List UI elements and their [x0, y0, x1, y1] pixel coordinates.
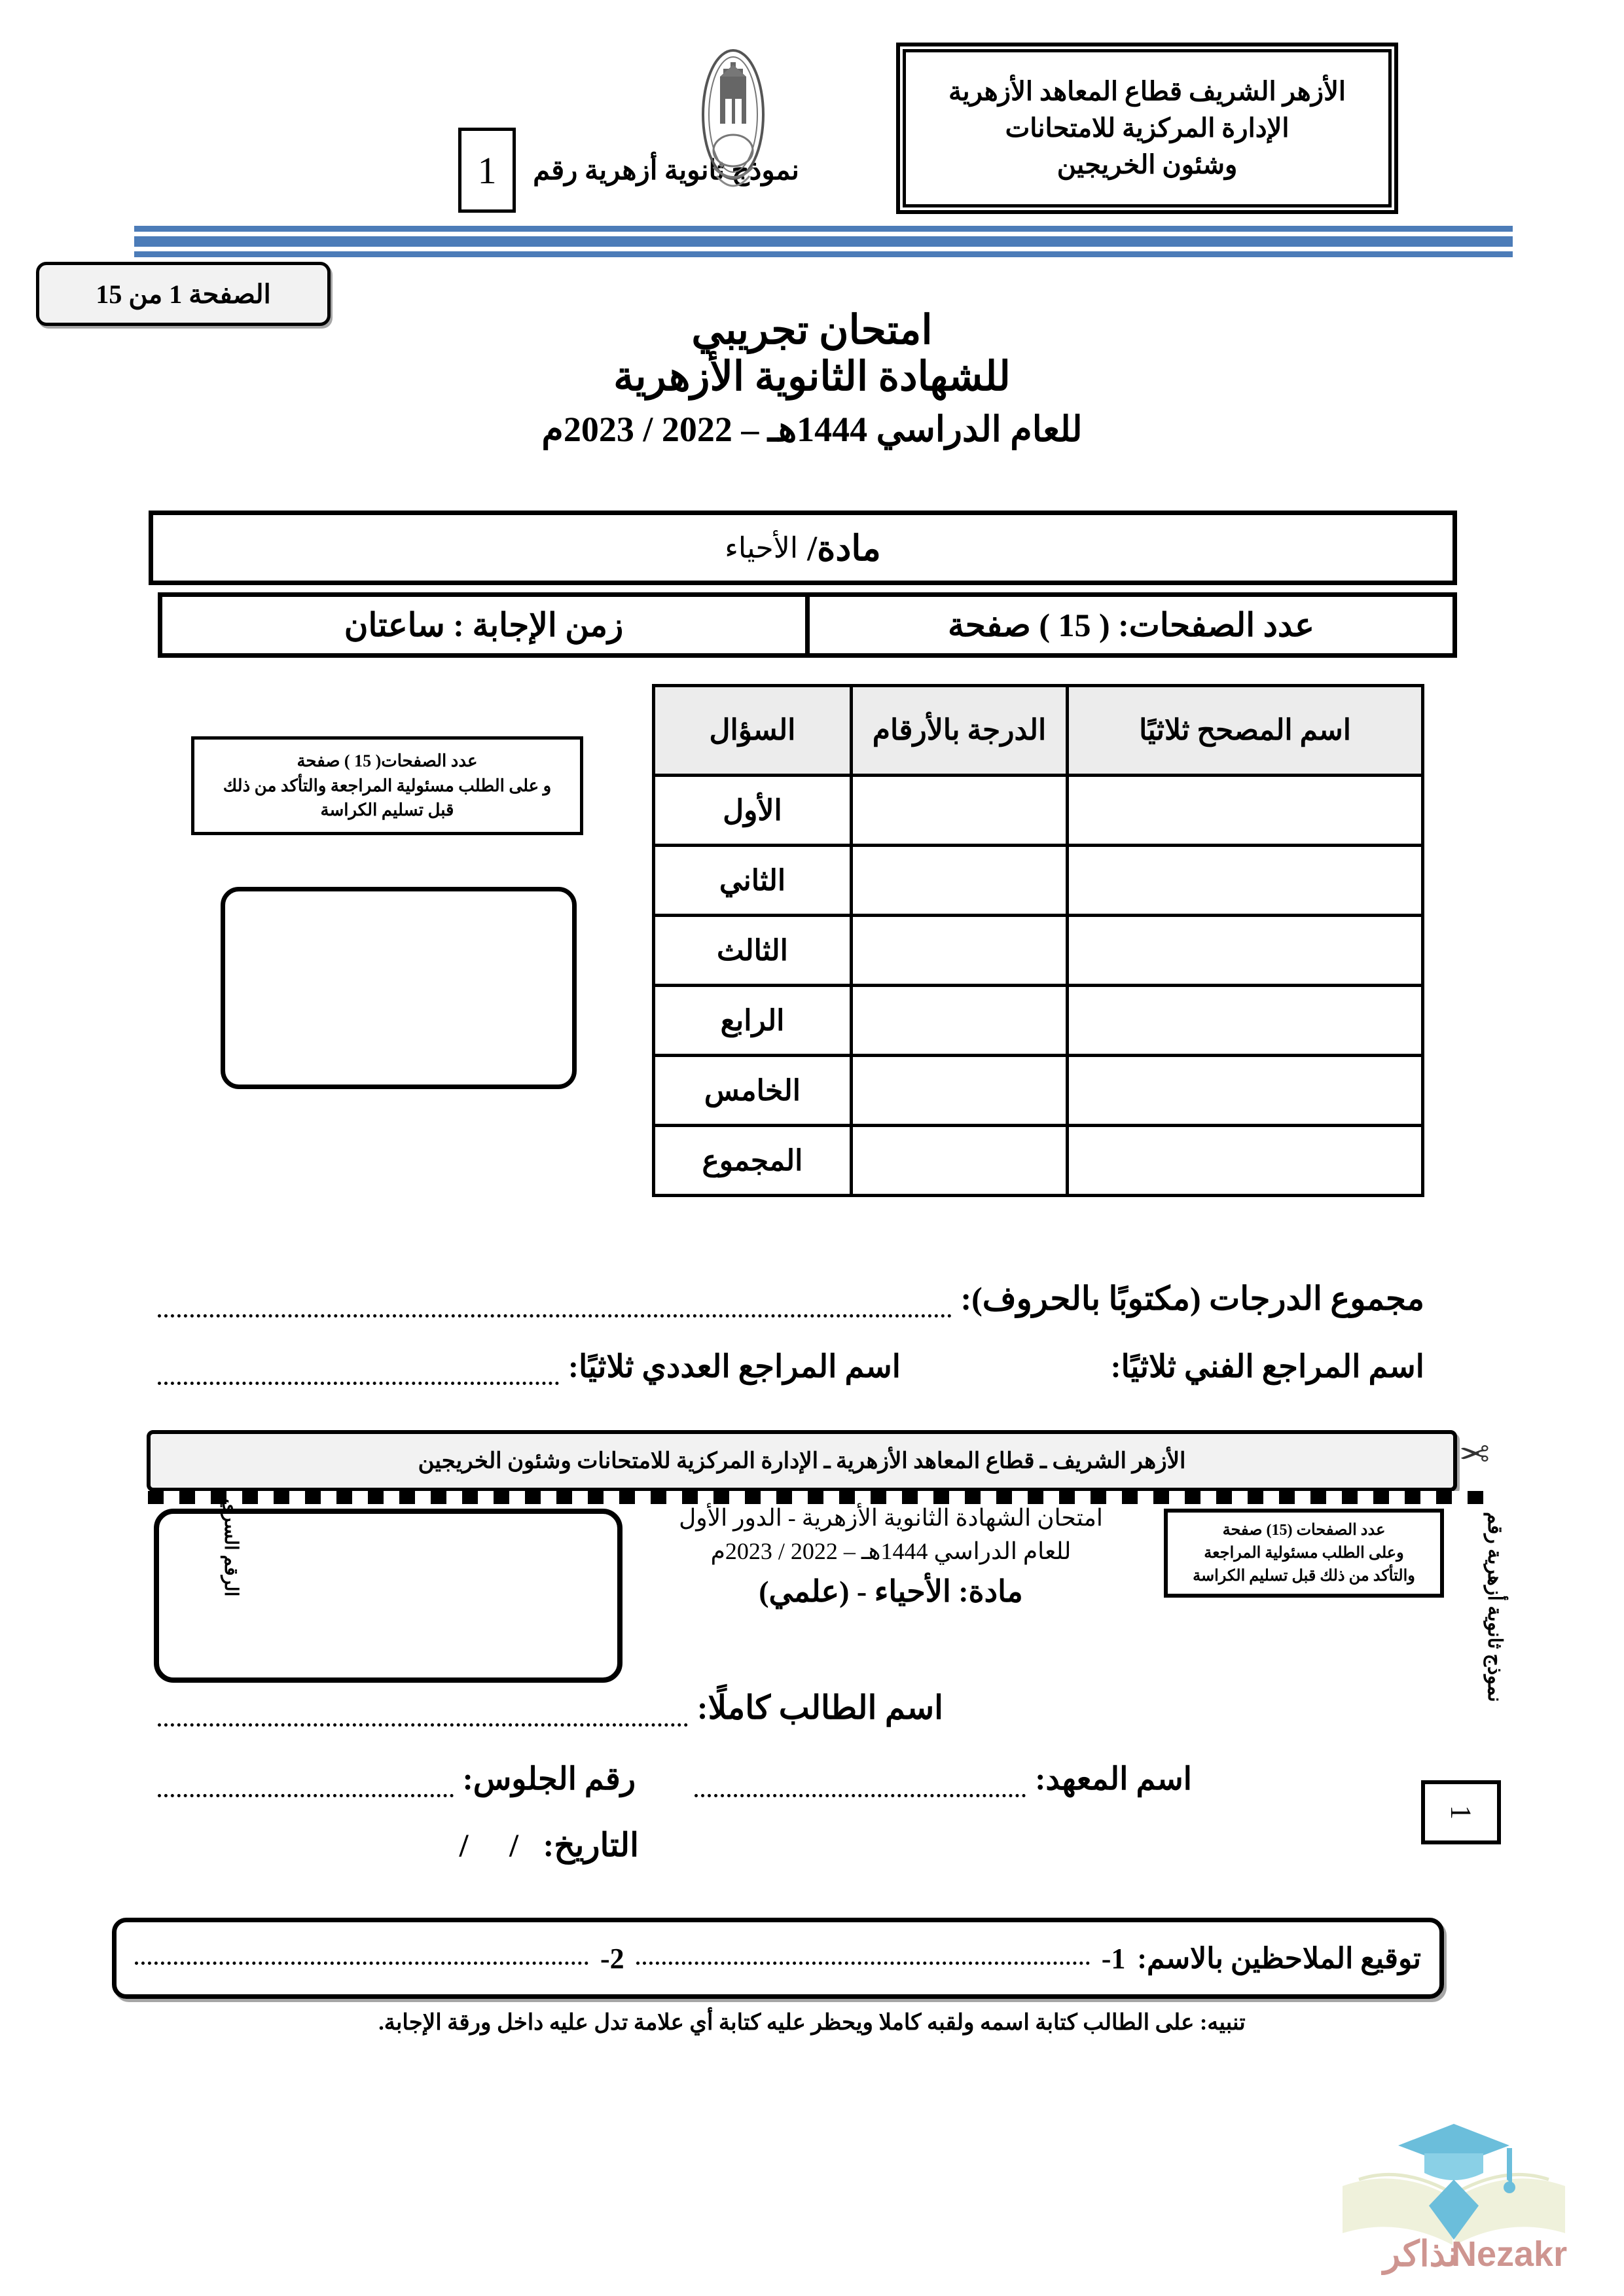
table-row [654, 916, 1423, 986]
technical-reviewer-field [940, 1348, 1424, 1385]
scissors-icon: ✂ [1459, 1435, 1490, 1475]
numeric-reviewer-field [158, 1348, 901, 1385]
grades-table [652, 684, 1424, 1197]
organization-header-box [896, 43, 1398, 214]
detach-header-bar [147, 1430, 1457, 1492]
pages-count-cell: عدد الصفحات: ( 15 ) صفحة [805, 592, 1457, 658]
nezakr-watermark-logo-icon [1323, 2088, 1585, 2284]
model-label: نموذج ثانوية أزهرية رقم [533, 156, 799, 186]
cell-grade[interactable] [851, 846, 1067, 916]
table-row [654, 846, 1423, 916]
cell-question: الثاني [654, 846, 852, 916]
detach-header-text: الأزهر الشريف ـ قطاع المعاهد الأزهرية ـ الإدارة المركزية للامتحانات وشئون الخريجين [418, 1449, 1186, 1473]
numeric-reviewer-input-line[interactable] [158, 1371, 559, 1385]
cell-question: المجموع [654, 1126, 852, 1196]
detach-line-1: امتحان الشهادة الثانوية الأزهرية - الدور الأول [679, 1505, 1103, 1531]
institute-name-label: اسم المعهد: [1035, 1762, 1192, 1797]
exam-title-line-2: للشهادة الثانوية الأزهرية [613, 355, 1011, 400]
cell-grade[interactable] [851, 776, 1067, 846]
header-corrector-name: اسم المصحح ثلاثيًا [1068, 686, 1423, 776]
model-label-vertical: نموذج ثانوية أزهرية رقم [1484, 1512, 1506, 1702]
detachable-exam-info [629, 1502, 1153, 1613]
date-separator-2: / [459, 1827, 469, 1863]
cell-question: الثالث [654, 916, 852, 986]
detach-line-3: مادة: الأحياء - (علمي) [759, 1574, 1023, 1608]
observers-label: توقيع الملاحظين بالاسم: [1137, 1942, 1421, 1975]
divider-line-2 [134, 236, 1513, 247]
student-name-field [158, 1689, 943, 1727]
note-lower-line-1: عدد الصفحات (15) صفحة [1222, 1522, 1386, 1539]
pages-responsibility-note-lower [1164, 1509, 1444, 1598]
header-grade-numeric: الدرجة بالأرقام [851, 686, 1067, 776]
total-grade-in-words-field [158, 1280, 1424, 1318]
exam-info-row [158, 592, 1457, 658]
divider-line-1 [134, 226, 1513, 232]
date-field [443, 1826, 639, 1864]
org-line-3: وشئون الخريجين [1056, 150, 1238, 179]
cell-question: الرابع [654, 986, 852, 1056]
org-line-1: الأزهر الشريف قطاع المعاهد الأزهرية [948, 77, 1346, 106]
numeric-reviewer-label: اسم المراجع العددي ثلاثيًا: [568, 1350, 901, 1384]
model-number-box: 1 [458, 128, 516, 213]
subject-label: مادة/ [807, 528, 881, 568]
org-line-2: الإدارة المركزية للامتحانات [1005, 113, 1290, 143]
seat-number-field [158, 1761, 636, 1797]
cell-question: الأول [654, 776, 852, 846]
warning-lead: تنبيه: [1199, 2011, 1246, 2035]
student-name-label: اسم الطالب كاملًا: [696, 1689, 943, 1726]
detach-line-2: للعام الدراسي 1444هـ – 2022 / 2023م [710, 1537, 1072, 1564]
grades-table-header-row [654, 686, 1423, 776]
cell-grade[interactable] [851, 1126, 1067, 1196]
subject-box [149, 511, 1457, 585]
total-grade-input-line[interactable] [158, 1304, 952, 1318]
cell-corrector-name[interactable] [1068, 846, 1423, 916]
observer-1-number: 1- [1101, 1942, 1126, 1975]
warning-note [0, 2009, 1624, 2036]
seat-number-input-line[interactable] [158, 1784, 454, 1797]
model-number-box-lower [1421, 1780, 1501, 1844]
note-line-2: و على الطلب مسئولية المراجعة والتأكد من ذلك [223, 776, 552, 795]
divider-line-3 [134, 251, 1513, 257]
cell-corrector-name[interactable] [1068, 1126, 1423, 1196]
observer-2-input-line[interactable] [135, 1952, 588, 1965]
header-question: السؤال [654, 686, 852, 776]
cell-corrector-name[interactable] [1068, 986, 1423, 1056]
institute-name-field [695, 1761, 1192, 1797]
header-divider [134, 226, 1513, 257]
azhar-crest-icon [684, 36, 782, 209]
total-grade-label: مجموع الدرجات (مكتوبًا بالحروف): [960, 1280, 1424, 1317]
note-lower-line-3: والتأكد من ذلك قبل تسليم الكراسة [1193, 1567, 1415, 1585]
seat-number-label: رقم الجلوس: [462, 1762, 636, 1797]
cell-corrector-name[interactable] [1068, 776, 1423, 846]
student-name-input-line[interactable] [158, 1713, 688, 1727]
answer-time-cell: زمن الإجابة : ساعتان [158, 592, 805, 658]
table-row [654, 776, 1423, 846]
cell-grade[interactable] [851, 916, 1067, 986]
table-row [654, 1056, 1423, 1126]
observers-signature-box [112, 1918, 1444, 1999]
observer-2-number: 2- [600, 1942, 624, 1975]
table-row [654, 986, 1423, 1056]
page-number-badge: الصفحة 1 من 15 [36, 262, 331, 326]
subject-value: الأحياء [725, 531, 799, 564]
note-line-1: عدد الصفحات( 15 ) صفحة [297, 751, 478, 770]
institute-name-input-line[interactable] [695, 1784, 1026, 1797]
cell-corrector-name[interactable] [1068, 916, 1423, 986]
cell-corrector-name[interactable] [1068, 1056, 1423, 1126]
technical-reviewer-label: اسم المراجع الفني ثلاثيًا: [1110, 1350, 1424, 1384]
model-number-lower-value: 1 [1445, 1805, 1477, 1820]
warning-text: على الطالب كتابة اسمه ولقبه كاملا ويحظر عليه كتابة أي علامة تدل عليه داخل ورقة الإجابة. [378, 2011, 1195, 2035]
pages-responsibility-note [191, 736, 583, 835]
observer-1-input-line[interactable] [636, 1952, 1090, 1965]
table-row [654, 1126, 1423, 1196]
svg-text:Nezakr: Nezakr [1451, 2234, 1568, 2274]
date-label: التاريخ: [543, 1827, 639, 1863]
date-separator-1: / [509, 1827, 519, 1863]
cell-question: الخامس [654, 1056, 852, 1126]
exam-title-line-3: للعام الدراسي 1444هـ – 2022 / 2023م [541, 409, 1083, 449]
cell-grade[interactable] [851, 1056, 1067, 1126]
exam-title-line-1: امتحان تجريبي [691, 308, 933, 353]
svg-text:نذاكر: نذاكر [1383, 2234, 1458, 2274]
note-line-3: قبل تسليم الكراسة [320, 800, 454, 820]
secret-number-label: الرقم السري [221, 1499, 241, 1597]
cell-grade[interactable] [851, 986, 1067, 1056]
secret-number-box-upper[interactable] [221, 887, 577, 1089]
exam-title-block [0, 308, 1624, 452]
note-lower-line-2: وعلى الطلب مسئولية المراجعة [1204, 1544, 1404, 1562]
